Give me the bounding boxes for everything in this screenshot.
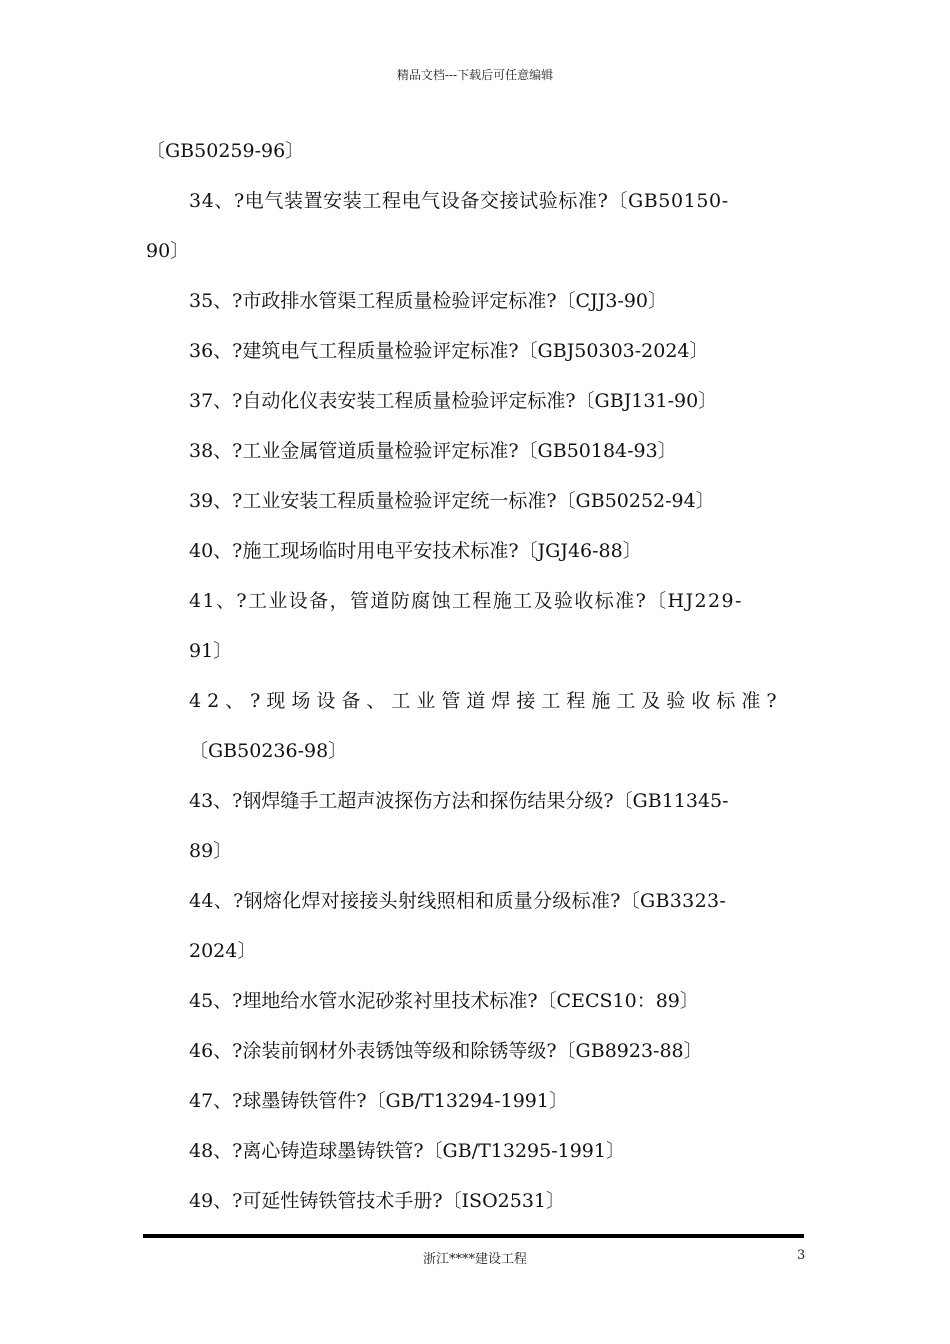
list-item: 47、?球墨铸铁管件?〔GB/T13294-1991〕 [189,1090,568,1112]
list-item: 41、?工业设备，管道防腐蚀工程施工及验收标准?〔HJ229- [189,590,743,612]
list-item: 45、?埋地给水管水泥砂浆衬里技术标准?〔CECS10：89〕 [189,990,699,1012]
list-item: 39、?工业安装工程质量检验评定统一标准?〔GB50252-94〕 [189,490,715,512]
text-line: 90〕 [146,240,190,262]
list-item: 34、?电气装置安装工程电气设备交接试验标准?〔GB50150- [189,190,729,212]
page-number: 3 [797,1248,806,1263]
list-item: 43、?钢焊缝手工超声波探伤方法和探伤结果分级?〔GB11345- [189,790,729,812]
list-item: 48、?离心铸造球墨铸铁管?〔GB/T13295-1991〕 [189,1140,625,1162]
list-item: 49、?可延性铸铁管技术手册?〔ISO2531〕 [189,1190,566,1212]
text-line: 89〕 [189,840,233,862]
page-footer: 浙江****建设工程 [422,1252,527,1267]
text-line: 〔GB50259-96〕 [146,140,305,162]
list-item: 38、?工业金属管道质量检验评定标准?〔GB50184-93〕 [189,440,677,462]
footer-rule [143,1234,804,1238]
list-item: 35、?市政排水管渠工程质量检验评定标准?〔CJJ3-90〕 [189,290,668,312]
list-item: 36、?建筑电气工程质量检验评定标准?〔GBJ50303-2024〕 [189,340,709,362]
list-item: 40、?施工现场临时用电平安技术标准?〔JGJ46-88〕 [189,540,642,562]
list-item: 42、?现场设备、工业管道焊接工程施工及验收标准? [189,690,783,712]
text-line: 2024〕 [189,940,257,962]
text-line: 〔GB50236-98〕 [189,740,348,762]
list-item: 37、?自动化仪表安装工程质量检验评定标准?〔GBJ131-90〕 [189,390,718,412]
list-item: 46、?涂装前钢材外表锈蚀等级和除锈等级?〔GB8923-88〕 [189,1040,703,1062]
list-item: 44、?钢熔化焊对接接头射线照相和质量分级标准?〔GB3323- [189,890,727,912]
page-header: 精品文档---下载后可任意编辑 [396,68,554,82]
text-line: 91〕 [189,640,233,662]
